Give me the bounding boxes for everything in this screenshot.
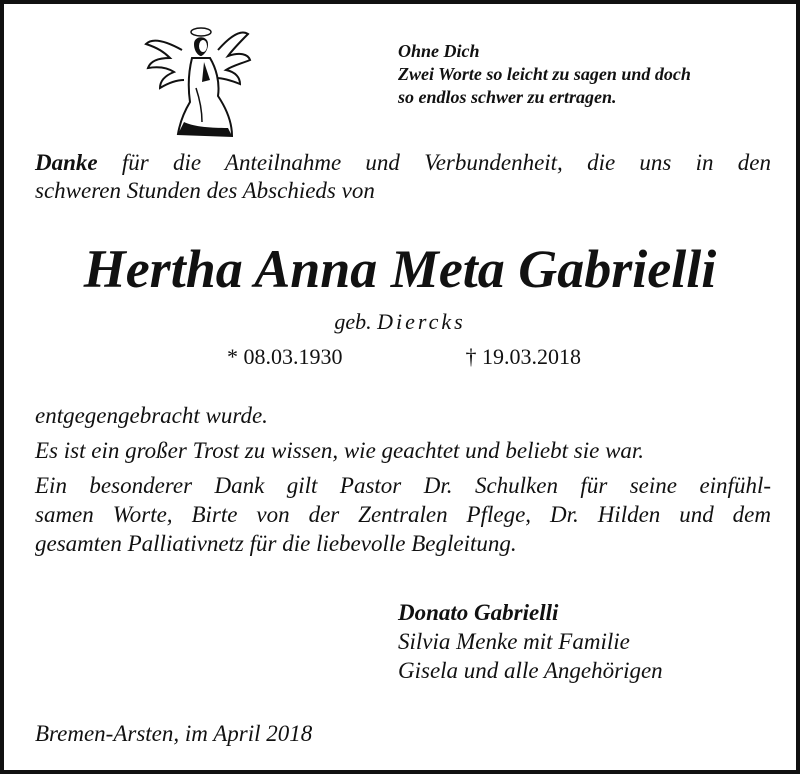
poem-line: Zwei Worte so leicht zu sagen und doch xyxy=(398,64,691,84)
thanks-bold-word: Danke xyxy=(35,150,98,175)
poem xyxy=(398,40,691,109)
poem-line: Ohne Dich xyxy=(398,41,480,61)
maiden-surname: Diercks xyxy=(377,309,466,334)
signature-line: Silvia Menke mit Familie xyxy=(398,629,630,654)
maiden-prefix: geb. xyxy=(334,309,378,334)
body-line: entgegengebracht wurde. xyxy=(35,403,268,428)
thanks-line: schweren Stunden des Abschieds von xyxy=(35,178,375,203)
birth-date: * 08.03.1930 xyxy=(227,344,343,369)
thanks-line: für die Anteilnahme und Verbundenheit, die uns in den xyxy=(97,150,771,175)
body-line: gesamten Palliativnetz für die liebevolle Begleitung. xyxy=(35,531,517,556)
death-date: † 19.03.2018 xyxy=(465,344,581,369)
poem-line: so endlos schwer zu ertragen. xyxy=(398,87,617,107)
deceased-name: Hertha Anna Meta Gabrielli xyxy=(83,239,717,299)
body-line: Ein besonderer Dank gilt Pastor Dr. Schulken für seine einfühl- xyxy=(35,473,771,498)
signature-lead: Donato Gabrielli xyxy=(398,600,559,625)
place-date: Bremen-Arsten, im April 2018 xyxy=(35,721,313,746)
maiden-name xyxy=(4,308,796,336)
body-line: samen Worte, Birte von der Zentralen Pflege, Dr. Hilden und dem xyxy=(35,502,771,527)
body-line: Es ist ein großer Trost zu wissen, wie geachtet und beliebt sie war. xyxy=(35,438,645,463)
thanks-text xyxy=(35,149,771,205)
acknowledgement-paragraph xyxy=(35,471,771,558)
praying-angel-icon xyxy=(144,22,254,142)
body-text xyxy=(35,401,771,558)
signatures xyxy=(398,598,663,685)
signature-line: Gisela und alle Angehörigen xyxy=(398,658,663,683)
